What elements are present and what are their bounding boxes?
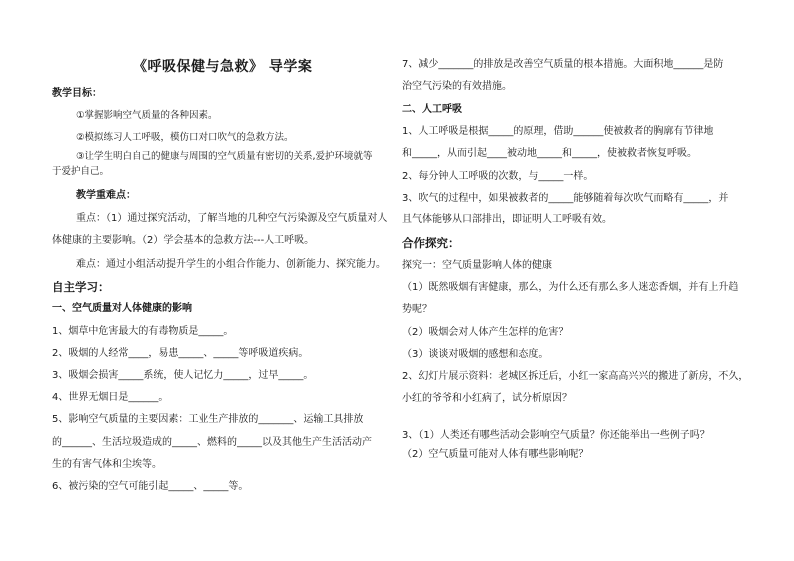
respiration-q1-line2: 和_____，从而引起____被动地_____和_____，使被救者恢复呼吸。 bbox=[402, 148, 697, 159]
respiration-q3-line1: 3、吹气的过程中，如果被救者的_____能够随着每次吹气而略有_____，并 bbox=[402, 193, 729, 204]
scenario-2-line2: 小红的爷爷和小红病了，试分析原因？ bbox=[402, 393, 572, 404]
key-point-line1: 重点：（1）通过探究活动，了解当地的几种空气污染源及空气质量对人 bbox=[76, 213, 388, 224]
question-7-line2: 治空气污染的有效措施。 bbox=[402, 81, 512, 92]
question-6: 6、被污染的空气可能引起_____、_____等。 bbox=[52, 481, 249, 492]
section-1-heading: 一、空气质量对人体健康的影响 bbox=[52, 303, 192, 314]
difficulty-point: 难点：通过小组活动提升学生的小组合作能力、创新能力、探究能力。 bbox=[76, 259, 386, 270]
respiration-q1-line1: 1、人工呼吸是根据_____的原理，借助______使被救者的胸廓有节律地 bbox=[402, 126, 714, 137]
question-5-line3: 生的有害气体和尘埃等。 bbox=[52, 459, 162, 470]
key-point-line2: 体健康的主要影响。（2）学会基本的急救方法---人工呼吸。 bbox=[52, 235, 315, 246]
question-1: 1、烟草中危害最大的有毒物质是_____。 bbox=[52, 326, 234, 337]
question-2: 2、吸烟的人经常____，易患_____、_____等呼吸道疾病。 bbox=[52, 348, 309, 359]
goal-3-line1: ③让学生明白自己的健康与周围的空气质量有密切的关系,爱护环境就等 bbox=[76, 151, 373, 162]
scenario-2-line1: 2、幻灯片展示资料：老城区拆迁后，小红一家高高兴兴的搬进了新房，不久， bbox=[402, 371, 749, 382]
scenario-3-q2: （2）空气质量可能对人体有哪些影响呢？ bbox=[402, 449, 589, 460]
explore-1-q1-line2: 势呢？ bbox=[402, 304, 432, 315]
respiration-q2: 2、每分钟人工呼吸的次数，与_____一样。 bbox=[402, 171, 594, 182]
explore-1-q2: （2）吸烟会对人体产生怎样的危害？ bbox=[402, 327, 569, 338]
goal-2: ②模拟练习人工呼吸，模仿口对口吹气的急救方法。 bbox=[76, 132, 294, 143]
scenario-3-q1: 3、（1）人类还有哪些活动会影响空气质量？你还能举出一些例子吗？ bbox=[402, 430, 710, 441]
question-3: 3、吸烟会损害_____系统，使人记忆力_____，过早_____。 bbox=[52, 370, 314, 381]
question-5-line1: 5、影响空气质量的主要因素：工业生产排放的_______、运输工具排放 bbox=[52, 414, 364, 425]
respiration-q3-line2: 且气体能够从口部排出，即证明人工呼吸有效。 bbox=[402, 214, 612, 225]
explore-1-heading: 探究一：空气质量影响人体的健康 bbox=[402, 260, 552, 271]
explore-1-q1-line1: （1）既然吸烟有害健康，那么，为什么还有那么多人迷恋香烟，并有上升趋 bbox=[402, 282, 739, 293]
cooperative-heading: 合作探究： bbox=[402, 236, 460, 250]
question-5-line2: 的______、生活垃圾造成的_____、燃料的_____以及其他生产生活活动产 bbox=[52, 437, 372, 448]
self-study-heading: 自主学习： bbox=[52, 280, 110, 294]
question-4: 4、世界无烟日是______。 bbox=[52, 392, 169, 403]
explore-1-q3: （3）谈谈对吸烟的感想和态度。 bbox=[402, 349, 549, 360]
goals-heading: 教学目标： bbox=[52, 88, 102, 99]
goal-1: ①掌握影响空气质量的各种因素。 bbox=[76, 110, 218, 121]
key-points-heading: 教学重难点： bbox=[76, 190, 136, 201]
question-7-line1: 7、减少_______的排放是改善空气质量的根本措施。大面积地______是防 bbox=[402, 59, 724, 70]
goal-3-line2: 于爱护自己。 bbox=[52, 166, 110, 177]
section-2-heading: 二、人工呼吸 bbox=[402, 104, 462, 115]
page-title: 《呼吸保健与急救》 导学案 bbox=[133, 59, 313, 75]
